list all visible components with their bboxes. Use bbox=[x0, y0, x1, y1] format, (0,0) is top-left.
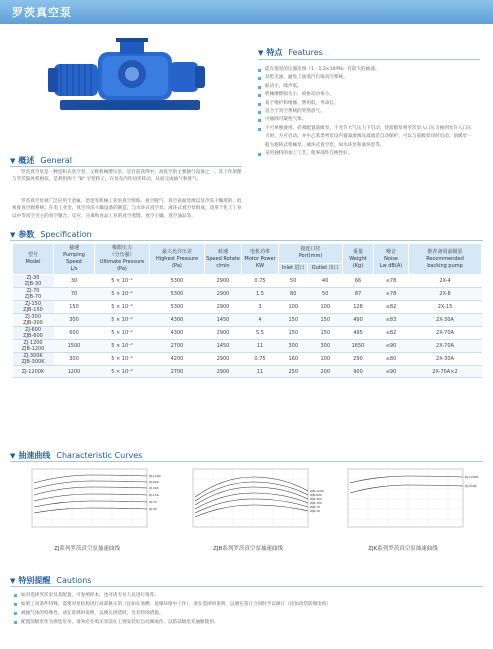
features-list bbox=[258, 66, 473, 158]
feature-item: 机械摩擦损失小，故驱动功率小。 bbox=[258, 91, 473, 99]
cell-motor: 0.75 bbox=[242, 275, 279, 288]
feature-item: 泵腔无油，避免了油蒸汽污染真空系统。 bbox=[258, 74, 473, 82]
cell-weight: 66 bbox=[343, 275, 374, 288]
triangle-icon: ▼ bbox=[10, 452, 16, 460]
cell-speed: 600 bbox=[54, 327, 95, 340]
col-header-outlet: Outlet 出口 bbox=[308, 263, 343, 274]
cell-rotate: 2900 bbox=[205, 275, 242, 288]
cell-outlet: 300 bbox=[308, 340, 343, 353]
cautions-heading bbox=[10, 575, 91, 586]
feature-item: 不可单独使用，必须配置前级泵，不允许大气压力下启动，待前级泵将罗茨泵入口压力抽到允许入口压力时，方可启动。并中乙苯类列泵设内置溢流阀及溢流差自动保护，可以与前级泵同时启动。前级泵一般为旋转式机械泵、液环式真空泵，如水环泵和液环泵等。 bbox=[258, 125, 473, 150]
cell-noise: ≤78 bbox=[374, 275, 409, 288]
legend-label: ZJ-150 bbox=[149, 493, 159, 497]
cell-model: ZJ-300 ZJB-300 bbox=[13, 314, 54, 327]
cell-backing: 2X-70A bbox=[409, 327, 482, 340]
zj-curve-caption: ZJ系列罗茨真空泵抽速曲线 bbox=[54, 546, 120, 552]
cell-inlet: 150 bbox=[279, 314, 308, 327]
caution-item: 如果工况条件特殊，需要对泵结构进行局部修正的（比如在易燃、易爆环境中工作），请在选择时说明，以便在签订合同时予以修订（比如改装防爆电机） bbox=[14, 600, 484, 609]
cell-weight: 87 bbox=[343, 288, 374, 301]
cell-weight: 490 bbox=[343, 314, 374, 327]
cell-speed: 300 bbox=[54, 353, 95, 366]
divider bbox=[10, 461, 483, 462]
col-header-speed: 抽速 Pumping Speed L/s bbox=[54, 244, 95, 275]
curves-title-zh: 抽速曲线 bbox=[18, 451, 51, 460]
cell-backing: 2X-30A bbox=[409, 353, 482, 366]
page-title: 罗茨真空泵 bbox=[12, 6, 72, 19]
overview-paragraph-2: 罗茨真空泵被广泛应用于金属、冶金等机械工业的真空熔炼、真空脱气、真空表面处理以及冷冻干燥用的，低密度真空阀系统；在电工业金、真空冷冻干燥设备的制造，与水环式真空泵、液环式真空泵组成，适用于化工工业以中等真空为主的真空聚合、反应、分离和食品工业的真空蒸馏、真空干燥、真空油品等。 bbox=[12, 199, 242, 219]
overview-title-en: General bbox=[40, 156, 72, 165]
col-header-noise: 噪音 Noise Lw dB(A) bbox=[374, 244, 409, 275]
col-header-inlet: Inlet 进口 bbox=[279, 263, 308, 274]
cell-inlet: 150 bbox=[279, 327, 308, 340]
legend-label: ZJB-300 bbox=[310, 497, 322, 501]
divider bbox=[10, 166, 242, 167]
curves-title-en: Characteristic Curves bbox=[56, 451, 143, 460]
title-bar bbox=[0, 0, 493, 24]
cell-model: ZJ-300K ZJB-300K bbox=[13, 353, 54, 366]
spec-title-zh: 参数 bbox=[18, 230, 35, 239]
cell-noise: ≤90 bbox=[374, 366, 409, 378]
features-heading bbox=[258, 47, 323, 58]
feature-item: 采用独特的加工工艺，使零部件互换性好。 bbox=[258, 150, 473, 158]
cell-inlet: 80 bbox=[279, 288, 308, 301]
cell-backing: 2X-70A bbox=[409, 340, 482, 353]
feature-item: 易于维护和维修，费用低，寿命长。 bbox=[258, 100, 473, 108]
cell-highest: 2700 bbox=[150, 366, 205, 378]
divider bbox=[258, 59, 480, 60]
cell-model: ZJ-1200 ZJB-1200 bbox=[13, 340, 54, 353]
cell-noise: ≤83 bbox=[374, 314, 409, 327]
cell-backing: 2X-8 bbox=[409, 288, 482, 301]
cell-outlet: 50 bbox=[308, 288, 343, 301]
col-header-backing: 推荐备用前级泵 Recommended backing pump bbox=[409, 244, 482, 275]
cell-inlet: 300 bbox=[279, 340, 308, 353]
cell-outlet: 100 bbox=[308, 353, 343, 366]
cell-motor: 11 bbox=[242, 366, 279, 378]
cell-outlet: 150 bbox=[308, 327, 343, 340]
cell-highest: 4300 bbox=[150, 314, 205, 327]
cell-inlet: 250 bbox=[279, 366, 308, 378]
table-row bbox=[13, 301, 482, 314]
cell-model: ZJ-1200K bbox=[13, 366, 54, 378]
cell-motor: 3 bbox=[242, 301, 279, 314]
cell-backing: 2X-30A bbox=[409, 314, 482, 327]
feature-item: 适合于真空系统的突然放气。 bbox=[258, 108, 473, 116]
cell-ultimate: 5 × 10⁻² bbox=[95, 275, 150, 288]
cell-weight: 900 bbox=[343, 366, 374, 378]
cell-weight: 495 bbox=[343, 327, 374, 340]
cell-model: ZJ-150 ZJB-150 bbox=[13, 301, 54, 314]
cell-ultimate: 5 × 10⁻² bbox=[95, 314, 150, 327]
cautions-title-en: Cautions bbox=[56, 576, 92, 585]
cell-noise: ≤82 bbox=[374, 327, 409, 340]
col-header-highest: 最大允许压差 Highest Pressure (Pa) bbox=[150, 244, 205, 275]
cell-highest: 4300 bbox=[150, 327, 205, 340]
col-header-motor: 电机功率 Motor Power KW bbox=[242, 244, 279, 275]
cell-motor: 0.75 bbox=[242, 353, 279, 366]
cell-model: ZJ-70 ZJB-70 bbox=[13, 288, 54, 301]
cell-highest: 2700 bbox=[150, 340, 205, 353]
table-row bbox=[13, 340, 482, 353]
cell-rotate: 2900 bbox=[205, 366, 242, 378]
legend-label: ZJ-1200 bbox=[149, 474, 161, 478]
zjk-curve-caption: ZJK系列罗茨真空泵抽速曲线 bbox=[368, 546, 438, 552]
col-header-model: 型号 Model bbox=[13, 244, 54, 275]
table-row bbox=[13, 288, 482, 301]
cell-ultimate: 5 × 10⁻² bbox=[95, 288, 150, 301]
cell-rotate: 2900 bbox=[205, 353, 242, 366]
feature-item: 振动小，噪声低。 bbox=[258, 83, 473, 91]
spec-heading bbox=[10, 229, 92, 240]
legend-label: ZJ-30 bbox=[149, 507, 157, 511]
cell-weight: 128 bbox=[343, 301, 374, 314]
triangle-icon: ▼ bbox=[10, 577, 16, 585]
triangle-icon: ▼ bbox=[258, 49, 264, 57]
cell-motor: 11 bbox=[242, 340, 279, 353]
caution-item: 配置前级泵作为供选泵举，请务必在购买泵前在上现安装好自动阀或作，以防前级泵先抽断使用。 bbox=[14, 618, 484, 627]
zjb-curve-caption: ZJB系列罗茨真空泵抽速曲线 bbox=[213, 546, 283, 552]
zjk-curve-chart bbox=[338, 467, 488, 537]
legend-label: ZJB-150 bbox=[310, 501, 322, 505]
cell-speed: 70 bbox=[54, 288, 95, 301]
cell-motor: 1.5 bbox=[242, 288, 279, 301]
col-header-ultimate: 极限压力 （分压强） Ultimate Pressure (Pa) bbox=[95, 244, 150, 275]
table-row bbox=[13, 366, 482, 378]
cell-rotate: 1450 bbox=[205, 340, 242, 353]
legend-label: ZJB-70 bbox=[310, 505, 320, 509]
cell-rotate: 2900 bbox=[205, 288, 242, 301]
pump-product-image bbox=[40, 34, 215, 122]
cell-outlet: 40 bbox=[308, 275, 343, 288]
cell-ultimate: 5 × 10⁻² bbox=[95, 340, 150, 353]
cell-rotate: 1450 bbox=[205, 314, 242, 327]
feature-item: 能在很宽的压强范围（1 - 1.3×10⁶Pa）有较大的抽速。 bbox=[258, 66, 473, 74]
table-row bbox=[13, 353, 482, 366]
caution-item: 被抽气体的特殊性，请在选择时说明，以便在供货时，另有特别措施。 bbox=[14, 609, 484, 618]
cell-backing: 2X-15 bbox=[409, 301, 482, 314]
cell-noise: ≤80 bbox=[374, 353, 409, 366]
cell-rotate: 2900 bbox=[205, 301, 242, 314]
cautions-list bbox=[14, 591, 484, 627]
cell-speed: 1200 bbox=[54, 366, 95, 378]
triangle-icon: ▼ bbox=[10, 157, 16, 165]
cell-motor: 4 bbox=[242, 314, 279, 327]
col-header-weight: 重量 Weight (Kg) bbox=[343, 244, 374, 275]
cell-weight: 290 bbox=[343, 353, 374, 366]
cell-outlet: 100 bbox=[308, 301, 343, 314]
zj-curve-chart bbox=[22, 467, 177, 537]
cell-speed: 30 bbox=[54, 275, 95, 288]
cell-outlet: 150 bbox=[308, 314, 343, 327]
cell-outlet: 200 bbox=[308, 366, 343, 378]
curves-heading bbox=[10, 450, 142, 461]
caution-item: 如对选择罗茨泵及其配置，可参照样本，也可请专业人员进行推荐。 bbox=[14, 591, 484, 600]
cell-ultimate: 5 × 10⁻² bbox=[95, 366, 150, 378]
cell-rotate: 2900 bbox=[205, 327, 242, 340]
cell-noise: ≤78 bbox=[374, 288, 409, 301]
cautions-title-zh: 特别提醒 bbox=[18, 576, 51, 585]
divider bbox=[10, 240, 483, 241]
cell-motor: 5.5 bbox=[242, 327, 279, 340]
table-row bbox=[13, 275, 482, 288]
cell-ultimate: 5 × 10⁻² bbox=[95, 327, 150, 340]
legend-label: ZJ-70 bbox=[149, 500, 157, 504]
cell-weight: 1650 bbox=[343, 340, 374, 353]
cell-highest: 5300 bbox=[150, 301, 205, 314]
cell-backing: 2X-70A×2 bbox=[409, 366, 482, 378]
legend-label: ZJB-600 bbox=[310, 493, 322, 497]
cell-speed: 150 bbox=[54, 301, 95, 314]
cell-model: ZJ-600 ZJB-600 bbox=[13, 327, 54, 340]
zjb-curve-chart bbox=[183, 467, 338, 537]
cell-noise: ≤82 bbox=[374, 301, 409, 314]
features-title-en: Features bbox=[288, 48, 323, 57]
table-row bbox=[13, 314, 482, 327]
cell-highest: 4200 bbox=[150, 353, 205, 366]
feature-item: 可抽除可凝性气体。 bbox=[258, 116, 473, 124]
legend-label: ZJB-1200 bbox=[310, 489, 324, 493]
cell-inlet: 100 bbox=[279, 301, 308, 314]
cell-highest: 5300 bbox=[150, 288, 205, 301]
legend-label: ZJ-1200K bbox=[465, 475, 479, 479]
overview-paragraph-1: 罗茨真空泵是一种容积式真空泵，又称机械增压泵，是目前获得中、高真空的主要抽气设备之一。其工作原理与罗茨鼓风机相似，是利用两个 "8" 字型转子，在泵壳内作同步转动，从而完成抽气和排气。 bbox=[12, 170, 242, 183]
cell-model: ZJ-30 ZJB-30 bbox=[13, 275, 54, 288]
legend-label: ZJ-300K bbox=[465, 484, 477, 488]
cell-ultimate: 5 × 10⁻² bbox=[95, 353, 150, 366]
cell-speed: 300 bbox=[54, 314, 95, 327]
table-row bbox=[13, 327, 482, 340]
divider bbox=[10, 586, 483, 587]
triangle-icon: ▼ bbox=[10, 231, 16, 239]
cell-highest: 5300 bbox=[150, 275, 205, 288]
overview-heading bbox=[10, 155, 72, 166]
overview-title-zh: 概述 bbox=[18, 156, 35, 165]
cell-speed: 1500 bbox=[54, 340, 95, 353]
spec-table bbox=[12, 243, 482, 378]
legend-label: ZJ-300 bbox=[149, 486, 159, 490]
cell-inlet: 50 bbox=[279, 275, 308, 288]
cell-backing: 2X-4 bbox=[409, 275, 482, 288]
features-title-zh: 特点 bbox=[266, 48, 283, 57]
cell-inlet: 160 bbox=[279, 353, 308, 366]
cell-ultimate: 5 × 10⁻² bbox=[95, 301, 150, 314]
col-header-port: 接连口径 Port(mm) bbox=[279, 244, 343, 264]
legend-label: ZJ-600 bbox=[149, 480, 159, 484]
spec-title-en: Specification bbox=[40, 230, 92, 239]
col-header-rotate: 转速 Speed Rotate r/min bbox=[205, 244, 242, 275]
legend-label: ZJB-30 bbox=[310, 509, 320, 513]
cell-noise: ≤90 bbox=[374, 340, 409, 353]
